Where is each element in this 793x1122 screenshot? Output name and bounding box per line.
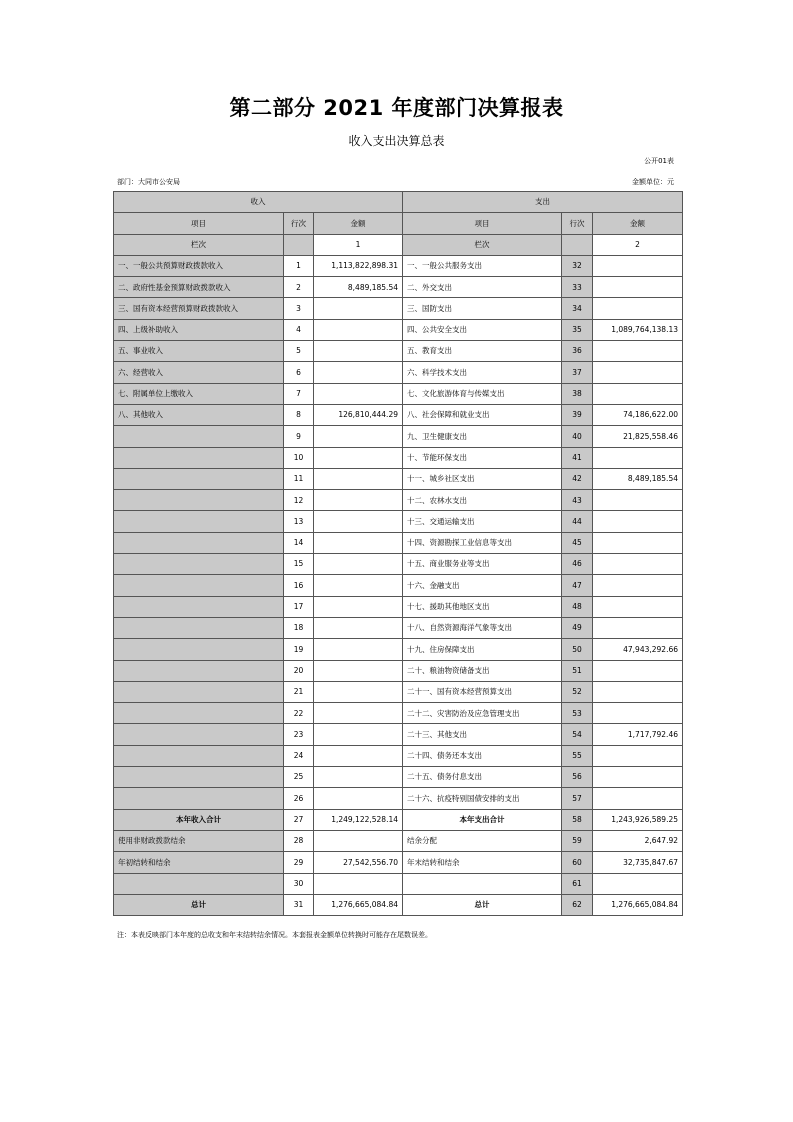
expense-item-cell: 五、教育支出 [403,341,562,362]
expense-amount-cell [593,660,683,681]
table-row [114,830,683,851]
expense-amount-cell [593,447,683,468]
income-col-number: 1 [314,234,403,255]
expense-rowno-cell: 35 [562,319,593,340]
income-amount-cell [314,745,403,766]
income-rowno-cell: 17 [284,596,314,617]
income-item-cell: 使用非财政拨款结余 [114,830,284,851]
table-row [114,277,683,298]
expense-item-cell: 十一、城乡社区支出 [403,468,562,489]
income-item-cell: 三、国有资本经营预算财政拨款收入 [114,298,284,319]
expense-rowno-cell: 36 [562,341,593,362]
expense-amount-cell: 21,825,558.46 [593,426,683,447]
expense-amount-cell [593,255,683,276]
expense-item-cell: 六、科学技术支出 [403,362,562,383]
income-rowno-cell: 21 [284,681,314,702]
table-row [114,809,683,830]
income-item-cell [114,554,284,575]
income-rowno-cell: 14 [284,532,314,553]
income-item-cell [114,639,284,660]
income-item-cell [114,596,284,617]
expense-item-cell: 十八、自然资源海洋气象等支出 [403,617,562,638]
expense-amount-cell [593,511,683,532]
table-row [114,873,683,894]
column-label-row [114,234,683,255]
income-amount-cell [314,554,403,575]
table-row [114,724,683,745]
expense-amount-cell [593,362,683,383]
income-item-cell: 年初结转和结余 [114,852,284,873]
income-rowno-cell: 24 [284,745,314,766]
income-amount-cell [314,596,403,617]
expense-item-cell: 二十、粮油物资储备支出 [403,660,562,681]
expense-amount-cell: 47,943,292.66 [593,639,683,660]
expense-amount-cell [593,596,683,617]
table-row [114,788,683,809]
income-rowno-cell: 10 [284,447,314,468]
department-label: 部门：大同市公安局 [117,178,180,186]
income-rowno-cell: 16 [284,575,314,596]
expense-item-cell: 结余分配 [403,830,562,851]
income-amount-cell [314,298,403,319]
expense-amount-cell: 1,276,665,084.84 [593,894,683,915]
table-row [114,490,683,511]
expense-rowno-cell: 57 [562,788,593,809]
income-item-cell: 八、其他收入 [114,404,284,425]
income-rowno-cell: 22 [284,703,314,724]
income-rowno-cell: 6 [284,362,314,383]
income-item-cell [114,788,284,809]
expense-amount-cell [593,554,683,575]
expense-item-cell: 一、一般公共服务支出 [403,255,562,276]
income-rowno-cell: 27 [284,809,314,830]
expense-item-cell: 七、文化旅游体育与传媒支出 [403,383,562,404]
income-rowno-cell: 8 [284,404,314,425]
income-item-cell [114,724,284,745]
income-rowno-cell: 23 [284,724,314,745]
income-rowno-cell: 4 [284,319,314,340]
income-amount-cell [314,788,403,809]
income-amount-cell [314,468,403,489]
expense-rowno-cell: 55 [562,745,593,766]
expense-amount-cell [593,383,683,404]
income-item-cell [114,681,284,702]
expense-item-cell: 二十三、其他支出 [403,724,562,745]
expense-rowno-cell: 62 [562,894,593,915]
income-rowno-cell: 15 [284,554,314,575]
expense-rowno-cell: 39 [562,404,593,425]
table-row [114,404,683,425]
expense-item-cell: 四、公共安全支出 [403,319,562,340]
income-amount-cell [314,767,403,788]
income-item-cell: 总计 [114,894,284,915]
footnote: 注：本表反映部门本年度的总收支和年末结转结余情况。本套报表金额单位转换时可能存在尾数误差。 [117,931,432,939]
expense-item-cell: 九、卫生健康支出 [403,426,562,447]
table-row [114,362,683,383]
expense-item-cell: 二十四、债务还本支出 [403,745,562,766]
expense-rowno-cell: 61 [562,873,593,894]
income-amount-cell: 8,489,185.54 [314,277,403,298]
income-rowno-cell: 3 [284,298,314,319]
income-rowno-header: 行次 [284,213,314,234]
expense-rowno-cell: 58 [562,809,593,830]
expense-amount-cell [593,532,683,553]
expense-item-cell: 二十二、灾害防治及应急管理支出 [403,703,562,724]
expense-amount-cell [593,767,683,788]
expense-rowno-cell: 60 [562,852,593,873]
income-amount-cell: 27,542,556.70 [314,852,403,873]
expense-rowno-cell: 37 [562,362,593,383]
income-item-cell: 六、经营收入 [114,362,284,383]
income-amount-cell [314,383,403,404]
income-rowno-cell: 1 [284,255,314,276]
table-row [114,596,683,617]
income-item-cell: 四、上级补助收入 [114,319,284,340]
expense-item-cell: 十六、金融支出 [403,575,562,596]
expense-amount-cell: 1,243,926,589.25 [593,809,683,830]
income-amount-cell [314,341,403,362]
income-header: 收入 [114,192,403,213]
table-row [114,341,683,362]
income-rowno-cell: 28 [284,830,314,851]
expense-rowno-cell: 48 [562,596,593,617]
expense-amount-cell [593,575,683,596]
income-amount-cell [314,319,403,340]
income-rowno-cell: 20 [284,660,314,681]
table-row [114,511,683,532]
expense-item-cell: 十、节能环保支出 [403,447,562,468]
expense-amount-cell: 1,089,764,138.13 [593,319,683,340]
income-rowno-cell: 9 [284,426,314,447]
income-rowno-cell: 11 [284,468,314,489]
income-amount-cell [314,660,403,681]
income-rowno-cell: 31 [284,894,314,915]
expense-item-cell: 十三、交通运输支出 [403,511,562,532]
income-item-cell [114,617,284,638]
income-amount-cell: 1,113,822,898.31 [314,255,403,276]
income-rowno-cell: 26 [284,788,314,809]
expense-rowno-cell: 49 [562,617,593,638]
income-item-cell [114,468,284,489]
income-item-cell [114,426,284,447]
income-amount-cell [314,532,403,553]
income-amount-cell [314,490,403,511]
expense-amount-cell [593,703,683,724]
expense-header: 支出 [403,192,683,213]
table-row [114,575,683,596]
expense-amount-cell: 74,186,622.00 [593,404,683,425]
income-rowno-cell: 7 [284,383,314,404]
income-rowno-cell: 12 [284,490,314,511]
income-item-cell [114,767,284,788]
column-header-row [114,213,683,234]
income-rowno-cell: 29 [284,852,314,873]
expense-amount-cell: 2,647.92 [593,830,683,851]
expense-rowno-cell: 42 [562,468,593,489]
expense-item-cell: 二十六、抗疫特别国债安排的支出 [403,788,562,809]
income-amount-cell [314,873,403,894]
income-rowno-cell: 5 [284,341,314,362]
expense-item-cell [403,873,562,894]
income-amount-cell [314,575,403,596]
income-amount-cell [314,426,403,447]
expense-rowno-cell: 45 [562,532,593,553]
income-rowno-cell: 19 [284,639,314,660]
expense-rowno-cell: 46 [562,554,593,575]
income-item-cell [114,703,284,724]
expense-rowno-cell: 56 [562,767,593,788]
expense-rowno-cell: 41 [562,447,593,468]
income-amount-cell [314,447,403,468]
income-item-cell: 本年收入合计 [114,809,284,830]
expense-amount-cell [593,298,683,319]
expense-rowno-cell: 44 [562,511,593,532]
income-item-cell [114,575,284,596]
table-row [114,532,683,553]
table-row [114,255,683,276]
table-row [114,639,683,660]
table-title: 收入支出决算总表 [348,134,445,148]
income-rowno-cell: 18 [284,617,314,638]
income-item-header: 项目 [114,213,284,234]
income-rowno-cell: 13 [284,511,314,532]
income-item-cell: 五、事业收入 [114,341,284,362]
income-expense-table [113,191,683,916]
expense-col-blank [562,234,593,255]
income-rowno-cell: 2 [284,277,314,298]
expense-rowno-cell: 59 [562,830,593,851]
expense-item-cell: 十七、援助其他地区支出 [403,596,562,617]
income-amount-cell [314,639,403,660]
section-header-row [114,192,683,213]
expense-col-number: 2 [593,234,683,255]
expense-amount-header: 金额 [593,213,683,234]
income-item-cell: 二、政府性基金预算财政拨款收入 [114,277,284,298]
expense-rowno-cell: 53 [562,703,593,724]
expense-rowno-cell: 54 [562,724,593,745]
table-row [114,767,683,788]
expense-item-cell: 十四、资源勘探工业信息等支出 [403,532,562,553]
expense-rowno-cell: 51 [562,660,593,681]
income-rowno-cell: 25 [284,767,314,788]
expense-rowno-cell: 50 [562,639,593,660]
income-amount-cell [314,724,403,745]
expense-amount-cell [593,341,683,362]
expense-item-cell: 十五、商业服务业等支出 [403,554,562,575]
table-row [114,681,683,702]
table-row [114,617,683,638]
expense-amount-cell [593,277,683,298]
unit-label: 金额单位：元 [632,178,674,186]
income-item-cell [114,745,284,766]
income-item-cell [114,511,284,532]
expense-rowno-cell: 34 [562,298,593,319]
expense-rowno-cell: 43 [562,490,593,511]
income-amount-cell [314,617,403,638]
expense-item-cell: 二十五、债务付息支出 [403,767,562,788]
income-item-cell [114,660,284,681]
income-item-cell [114,532,284,553]
expense-item-cell: 八、社会保障和就业支出 [403,404,562,425]
income-amount-cell: 126,810,444.29 [314,404,403,425]
expense-amount-cell: 1,717,792.46 [593,724,683,745]
income-rowno-cell: 30 [284,873,314,894]
expense-item-header: 项目 [403,213,562,234]
income-amount-cell: 1,249,122,528.14 [314,809,403,830]
expense-amount-cell: 8,489,185.54 [593,468,683,489]
expense-item-cell: 年末结转和结余 [403,852,562,873]
table-row [114,703,683,724]
income-item-cell [114,873,284,894]
expense-item-cell: 二十一、国有资本经营预算支出 [403,681,562,702]
income-amount-cell [314,511,403,532]
expense-col-label: 栏次 [403,234,562,255]
income-amount-cell [314,681,403,702]
income-amount-cell [314,703,403,724]
table-row [114,894,683,915]
expense-amount-cell [593,681,683,702]
expense-amount-cell [593,745,683,766]
income-item-cell [114,447,284,468]
income-amount-header: 金额 [314,213,403,234]
expense-item-cell: 总计 [403,894,562,915]
income-amount-cell [314,362,403,383]
expense-rowno-header: 行次 [562,213,593,234]
expense-amount-cell [593,617,683,638]
table-row [114,426,683,447]
expense-item-cell: 本年支出合计 [403,809,562,830]
income-col-blank [284,234,314,255]
expense-amount-cell: 32,735,847.67 [593,852,683,873]
income-amount-cell: 1,276,665,084.84 [314,894,403,915]
table-row [114,319,683,340]
income-item-cell: 一、一般公共预算财政拨款收入 [114,255,284,276]
expense-rowno-cell: 40 [562,426,593,447]
expense-item-cell: 三、国防支出 [403,298,562,319]
expense-rowno-cell: 52 [562,681,593,702]
table-row [114,383,683,404]
form-code: 公开01表 [644,157,674,165]
table-row [114,660,683,681]
table-row [114,447,683,468]
expense-rowno-cell: 47 [562,575,593,596]
table-row [114,298,683,319]
expense-amount-cell [593,490,683,511]
table-row [114,745,683,766]
income-amount-cell [314,830,403,851]
expense-rowno-cell: 33 [562,277,593,298]
expense-amount-cell [593,873,683,894]
income-item-cell: 七、附属单位上缴收入 [114,383,284,404]
expense-rowno-cell: 38 [562,383,593,404]
table-row [114,852,683,873]
expense-amount-cell [593,788,683,809]
expense-item-cell: 十九、住房保障支出 [403,639,562,660]
income-col-label: 栏次 [114,234,284,255]
table-row [114,554,683,575]
expense-rowno-cell: 32 [562,255,593,276]
expense-item-cell: 十二、农林水支出 [403,490,562,511]
table-row [114,468,683,489]
expense-item-cell: 二、外交支出 [403,277,562,298]
income-item-cell [114,490,284,511]
page-title: 第二部分 2021 年度部门决算报表 [229,96,564,120]
